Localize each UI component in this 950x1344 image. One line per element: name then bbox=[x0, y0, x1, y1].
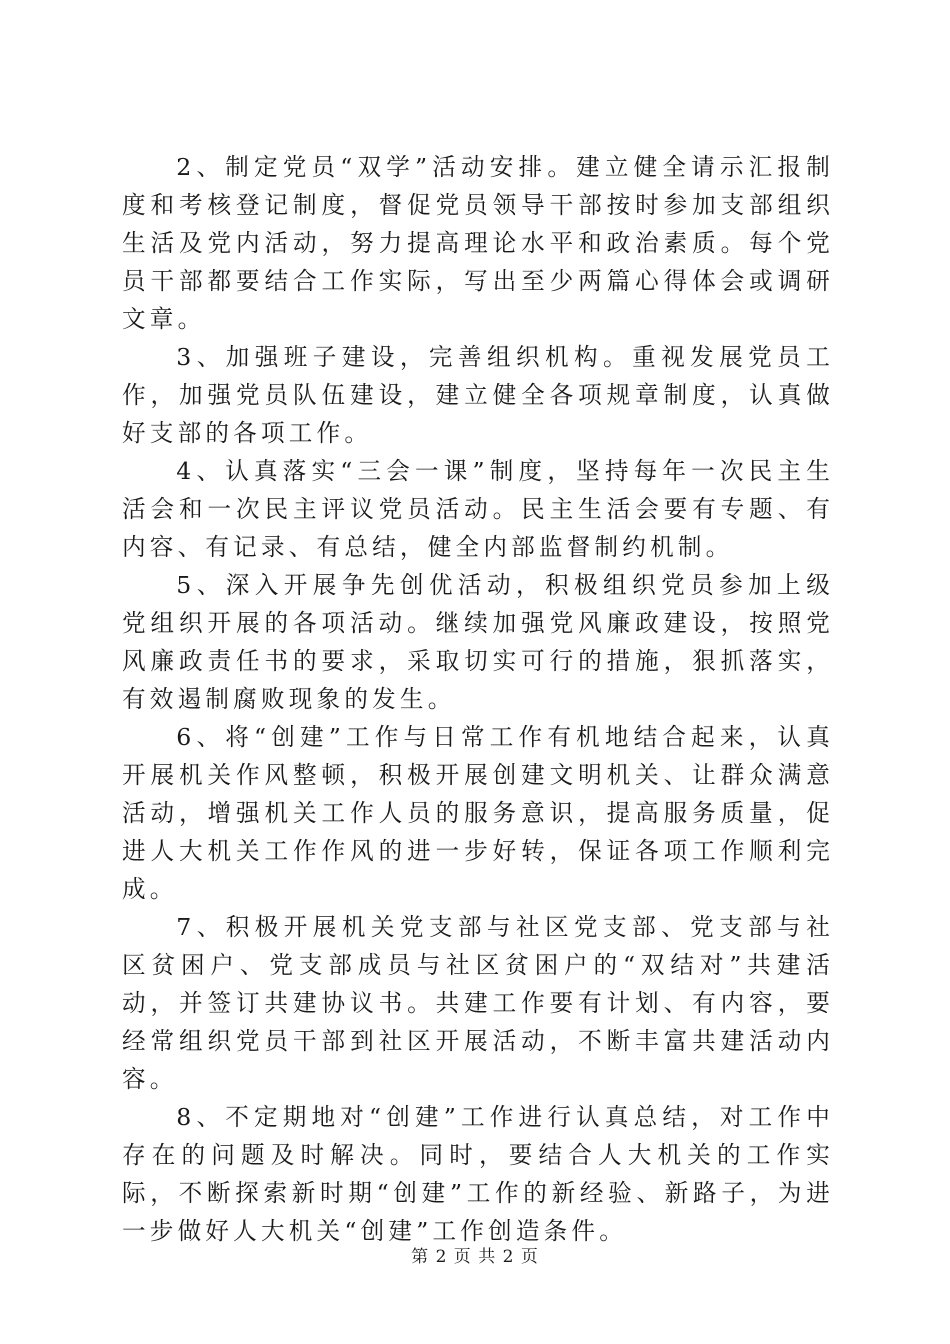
paragraph-item-5: 5、深入开展争先创优活动，积极组织党员参加上级党组织开展的各项活动。继续加强党风廉政建设，按照党风廉政责任书的要求，采取切实可行的措施，狠抓落实，有效遏制腐败现象的发生。 bbox=[122, 571, 834, 713]
paragraph-item-7: 7、积极开展机关党支部与社区党支部、党支部与社区贫困户、党支部成员与社区贫困户的“双结对”共建活动，并签订共建协议书。共建工作要有计划、有内容，要经常组织党员干部到社区开展活动，不断丰富共建活动内容。 bbox=[122, 913, 834, 1093]
paragraph-item-4: 4、认真落实“三会一课”制度，坚持每年一次民主生活会和一次民主评议党员活动。民主生活会要有专题、有内容、有记录、有总结，健全内部监督制约机制。 bbox=[122, 457, 834, 561]
paragraph-item-8: 8、不定期地对“创建”工作进行认真总结，对工作中存在的问题及时解决。同时，要结合人大机关的工作实际，不断探索新时期“创建”工作的新经验、新路子，为进一步做好人大机关“创建”工作创造条件。 bbox=[122, 1103, 834, 1245]
paragraph-item-3: 3、加强班子建设，完善组织机构。重视发展党员工作，加强党员队伍建设，建立健全各项规章制度，认真做好支部的各项工作。 bbox=[122, 343, 834, 447]
paragraph-item-2: 2、制定党员“双学”活动安排。建立健全请示汇报制度和考核登记制度，督促党员领导干部按时参加支部组织生活及党内活动，努力提高理论水平和政治素质。每个党员干部都要结合工作实际，写出至少两篇心得体会或调研文章。 bbox=[122, 153, 834, 333]
paragraph-item-6: 6、将“创建”工作与日常工作有机地结合起来，认真开展机关作风整顿，积极开展创建文明机关、让群众满意活动，增强机关工作人员的服务意识，提高服务质量，促进人大机关工作作风的进一步好转，保证各项工作顺利完成。 bbox=[122, 723, 834, 903]
page-number-footer: 第 2 页 共 2 页 bbox=[411, 1247, 539, 1267]
document-body bbox=[122, 148, 834, 1250]
